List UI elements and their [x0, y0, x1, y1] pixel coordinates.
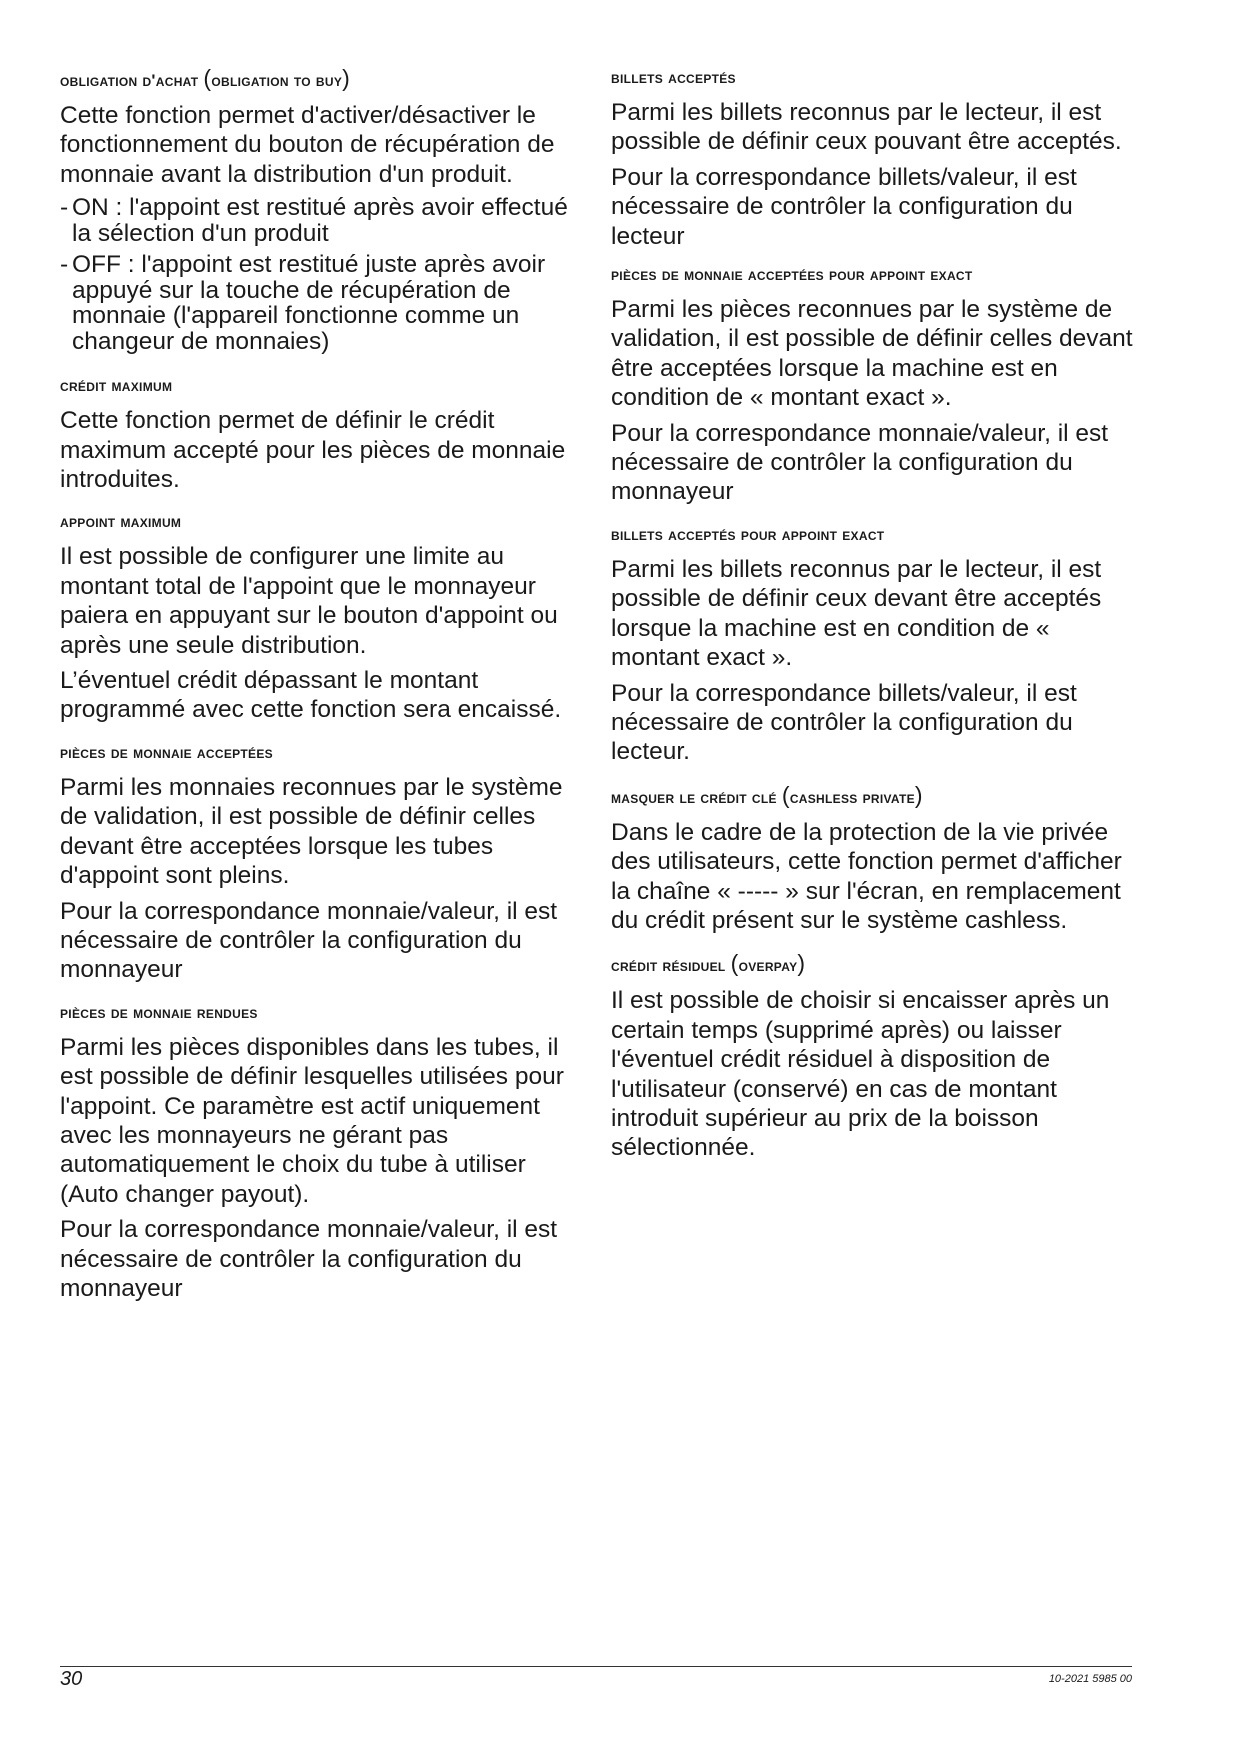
- section-heading: pièces de monnaie rendues: [60, 1002, 258, 1022]
- section-paragraph: Il est possible de choisir si encaisser après un certain temps (supprimé après) ou laisser l'éventuel crédit résiduel à disposition de l'utilisateur (conservé) en cas de montant introduit supérieur au prix de la boisson sélectionnée.: [611, 987, 1110, 1162]
- section-paragraph: Il est possible de configurer une limite au montant total de l'appoint que le monnayeur paiera en appuyant sur le bouton d'appoint ou après une seule distribution.: [60, 543, 558, 659]
- section-appoint-maximum: [60, 508, 590, 724]
- section-paragraph: Pour la correspondance monnaie/valeur, il est nécessaire de contrôler la configuration du monnayeur: [611, 419, 1109, 506]
- bullet-item: - ON : l'appoint est restitué après avoir effectué la sélection d'un produit: [60, 194, 568, 247]
- section-paragraph: Dans le cadre de la protection de la vie privée des utilisateurs, cette fonction permet d'afficher la chaîne « ----- » sur l'écran, en remplacement du crédit présent sur le système cashless.: [611, 818, 1122, 934]
- section-heading: crédit résiduel (overpay): [611, 950, 806, 977]
- section-paragraph: Pour la correspondance monnaie/valeur, il est nécessaire de contrôler la configuration du monnayeur: [60, 897, 558, 984]
- section-paragraph: Pour la correspondance monnaie/valeur, il est nécessaire de contrôler la configuration du monnayeur: [60, 1216, 558, 1302]
- footer-divider: [60, 1666, 1132, 1667]
- section-pieces-appoint-exact: [611, 261, 1141, 507]
- section-heading: obligation d'achat (obligation to buy): [60, 65, 351, 91]
- section-heading: appoint maximum: [60, 512, 182, 532]
- section-heading: pièces de monnaie acceptées pour appoint exact: [611, 265, 973, 285]
- document-code: 10-2021 5985 00: [1048, 1673, 1132, 1685]
- section-billets-appoint-exact: [611, 521, 1141, 767]
- page-number: 30: [60, 1668, 83, 1690]
- section-credit-residuel: [611, 949, 1141, 1162]
- section-paragraph: Cette fonction permet de définir le crédit maximum accepté pour les pièces de monnaie introduites.: [60, 407, 566, 494]
- section-pieces-rendues: [60, 999, 590, 1304]
- section-paragraph: Parmi les billets reconnus par le lecteur, il est possible de définir ceux devant être acceptés lorsque la machine est en condition de « montant exact ».: [611, 555, 1102, 672]
- section-heading: masquer le crédit clé (cashless private): [611, 781, 923, 808]
- bullet-item: - OFF : l'appoint est restitué juste après avoir appuyé sur la touche de récupération de monnaie (l'appareil fonctionne comme un changeur de monnaies): [60, 251, 546, 355]
- section-paragraph: Parmi les billets reconnus par le lecteur, il est possible de définir ceux pouvant être acceptés.: [611, 99, 1122, 156]
- section-heading: billets acceptés: [611, 68, 736, 87]
- right-column: [611, 64, 1141, 1169]
- section-paragraph: Parmi les pièces reconnues par le système de validation, il est possible de définir celles devant être acceptées lorsque la machine est en condition de « montant exact ».: [611, 296, 1133, 412]
- section-credit-maximum: [60, 372, 590, 494]
- section-pieces-acceptees: [60, 739, 590, 985]
- section-paragraph: Pour la correspondance billets/valeur, il est nécessaire de contrôler la configuration du lecteur: [611, 163, 1077, 250]
- section-obligation-achat: [60, 64, 590, 354]
- left-column: [60, 64, 590, 1309]
- section-paragraph: Parmi les monnaies reconnues par le système de validation, il est possible de définir celles devant être acceptées lorsque les tubes d'appoint sont pleins.: [60, 773, 563, 890]
- section-heading: pièces de monnaie acceptées: [60, 742, 273, 762]
- section-heading: billets acceptés pour appoint exact: [611, 524, 885, 544]
- section-masquer-credit: [611, 781, 1141, 936]
- section-paragraph: Parmi les pièces disponibles dans les tubes, il est possible de définir lesquelles utilisées pour l'appoint. Ce paramètre est actif uniquement avec les monnayeurs ne gérant pas automatiquement le choix du tube à utiliser (Auto changer payout).: [60, 1033, 564, 1208]
- section-paragraph: Cette fonction permet d'activer/désactiver le fonctionnement du bouton de récupération de monnaie avant la distribution d'un produit.: [60, 102, 555, 188]
- section-paragraph: Pour la correspondance billets/valeur, il est nécessaire de contrôler la configuration du lecteur.: [611, 679, 1077, 766]
- section-billets-acceptes: [611, 64, 1141, 251]
- section-heading: crédit maximum: [60, 376, 173, 396]
- section-paragraph: L’éventuel crédit dépassant le montant programmé avec cette fonction sera encaissé.: [60, 667, 562, 724]
